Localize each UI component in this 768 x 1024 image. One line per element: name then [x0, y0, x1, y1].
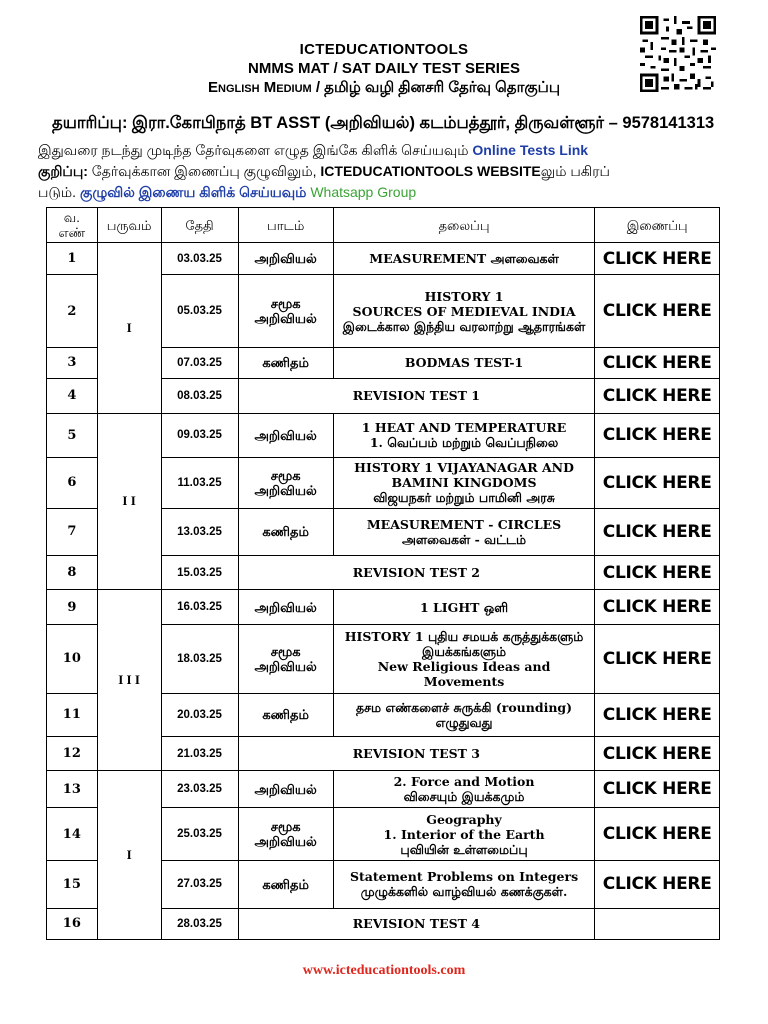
- topic-line: HISTORY 1: [424, 288, 504, 304]
- click-here-link[interactable]: CLICK HERE: [595, 379, 720, 414]
- topic: [238, 555, 595, 590]
- topic: [333, 347, 594, 378]
- test-date: 15.03.25: [161, 555, 238, 590]
- note-line: [38, 163, 610, 182]
- subject: கணிதம்: [238, 347, 333, 378]
- table-row: [47, 243, 720, 275]
- row-number: 14: [47, 808, 98, 861]
- test-date: 11.03.25: [161, 457, 238, 508]
- topic: [333, 694, 594, 737]
- topic-line: முழுக்களில் வாழ்வியல் கணக்குகள்.: [360, 884, 568, 900]
- row-number: 16: [47, 908, 98, 939]
- online-tests-link[interactable]: Online Tests Link: [472, 142, 589, 158]
- term-cell: I I I: [97, 590, 161, 771]
- row-number: 1: [47, 243, 98, 275]
- table-row: [47, 413, 720, 457]
- topic-line: BODMAS TEST-1: [404, 355, 524, 371]
- topic-line: HISTORY 1 VIJAYANAGAR AND BAMINI KINGDOMS: [354, 460, 574, 491]
- row-number: 5: [47, 413, 98, 457]
- test-date: 20.03.25: [161, 694, 238, 737]
- subject: அறிவியல்: [238, 590, 333, 625]
- row-number: 7: [47, 508, 98, 555]
- row-number: 3: [47, 347, 98, 378]
- click-here-link[interactable]: CLICK HERE: [595, 457, 720, 508]
- click-here-link[interactable]: CLICK HERE: [595, 413, 720, 457]
- click-here-link[interactable]: CLICK HERE: [595, 347, 720, 378]
- note-website: ICTEDUCATIONTOOLS WEBSITE: [320, 163, 541, 179]
- subject: கணிதம்: [238, 508, 333, 555]
- col-header-date: தேதி: [161, 208, 238, 243]
- row-number: 10: [47, 624, 98, 693]
- subject: சமூக அறிவியல்: [238, 624, 333, 693]
- test-date: 25.03.25: [161, 808, 238, 861]
- topic: [238, 908, 595, 939]
- topic-line: REVISION TEST 3: [352, 746, 481, 762]
- row-number: 11: [47, 694, 98, 737]
- document-header: [0, 40, 768, 98]
- test-date: 18.03.25: [161, 624, 238, 693]
- table-header-row: [47, 208, 720, 243]
- click-here-link[interactable]: CLICK HERE: [595, 508, 720, 555]
- subject: அறிவியல்: [238, 413, 333, 457]
- test-date: 03.03.25: [161, 243, 238, 275]
- topic: [333, 243, 594, 275]
- click-here-link[interactable]: CLICK HERE: [595, 624, 720, 693]
- test-date: 27.03.25: [161, 861, 238, 908]
- subject: கணிதம்: [238, 694, 333, 737]
- topic-line: REVISION TEST 2: [352, 565, 481, 581]
- click-here-link[interactable]: CLICK HERE: [595, 243, 720, 275]
- topic-line: விஜயநகர் மற்றும் பாமினி அரசு: [373, 490, 555, 506]
- row-number: 15: [47, 861, 98, 908]
- click-here-link[interactable]: CLICK HERE: [595, 808, 720, 861]
- test-date: 07.03.25: [161, 347, 238, 378]
- topic-line: Geography: [426, 811, 502, 827]
- topic-line: தசம எண்களைச் சுருக்கி (rounding) எழுதுவது: [355, 699, 573, 730]
- row-number: 8: [47, 555, 98, 590]
- topic-line: இடைக்கால இந்திய வரலாற்று ஆதாரங்கள்: [342, 318, 586, 334]
- click-here-link[interactable]: CLICK HERE: [595, 555, 720, 590]
- test-date: 28.03.25: [161, 908, 238, 939]
- test-schedule-table: [46, 207, 720, 940]
- topic: [238, 379, 595, 414]
- topic-line: அளவைகள் - வட்டம்: [402, 531, 527, 547]
- topic: [333, 275, 594, 347]
- term-cell: I I: [97, 413, 161, 590]
- whatsapp-text: குழுவில் இணைய கிளிக் செய்யவும்: [79, 184, 307, 200]
- series-title: NMMS MAT / SAT DAILY TEST SERIES: [248, 60, 520, 77]
- click-here-link[interactable]: CLICK HERE: [595, 861, 720, 908]
- topic: [333, 624, 594, 693]
- topic-line: New Religious Ideas and Movements: [377, 658, 551, 689]
- topic-line: 1. Interior of the Earth: [383, 826, 545, 842]
- subject: சமூக அறிவியல்: [238, 275, 333, 347]
- subject: சமூக அறிவியல்: [238, 457, 333, 508]
- whatsapp-group-link[interactable]: Whatsapp Group: [310, 184, 417, 200]
- click-here-link[interactable]: CLICK HERE: [595, 694, 720, 737]
- topic: [333, 457, 594, 508]
- online-tests-text: இதுவரை நடந்து முடிந்த தேர்வுகளை எழுத இங்கே கிளிக் செய்யவும்: [38, 142, 469, 158]
- whatsapp-note: [38, 184, 416, 203]
- row-number: 2: [47, 275, 98, 347]
- topic-line: REVISION TEST 1: [352, 388, 481, 404]
- topic-line: Statement Problems on Integers: [349, 869, 579, 885]
- topic: [333, 771, 594, 808]
- subject: அறிவியல்: [238, 771, 333, 808]
- term-cell: I: [97, 243, 161, 414]
- test-date: 08.03.25: [161, 379, 238, 414]
- test-date: 21.03.25: [161, 736, 238, 771]
- table-row: [47, 771, 720, 808]
- test-date: 23.03.25: [161, 771, 238, 808]
- click-here-link[interactable]: CLICK HERE: [595, 736, 720, 771]
- topic-line: HISTORY 1 புதிய சமயக் கருத்துக்களும் இயக்கங்களும்: [344, 628, 584, 659]
- footer-website[interactable]: www.icteducationtools.com: [302, 963, 466, 978]
- row-number: 6: [47, 457, 98, 508]
- col-header-sno: வ. எண்: [47, 208, 98, 243]
- click-here-link: [595, 908, 720, 939]
- topic-line: REVISION TEST 4: [352, 916, 481, 932]
- site-title: ICTEDUCATIONTOOLS: [299, 41, 469, 58]
- col-header-subject: பாடம்: [238, 208, 333, 243]
- col-header-topic: தலைப்பு: [333, 208, 594, 243]
- medium-title: English Medium / தமிழ் வழி தினசரி தேர்வு தொகுப்பு: [208, 79, 560, 96]
- term-cell: I: [97, 771, 161, 940]
- topic-line: 1. வெப்பம் மற்றும் வெப்பநிலை: [369, 435, 559, 451]
- topic-line: 2. Force and Motion: [393, 774, 535, 790]
- topic: [333, 508, 594, 555]
- note-label: குறிப்பு:: [38, 163, 88, 179]
- row-number: 13: [47, 771, 98, 808]
- test-date: 09.03.25: [161, 413, 238, 457]
- topic: [333, 413, 594, 457]
- online-tests-note: [38, 142, 588, 161]
- topic: [333, 861, 594, 908]
- topic: [238, 736, 595, 771]
- note-text-b: லும் பகிரப்: [540, 163, 610, 179]
- note-text-c: படும்.: [38, 184, 77, 200]
- row-number: 4: [47, 379, 98, 414]
- row-number: 12: [47, 736, 98, 771]
- topic-line: விசையும் இயக்கமும்: [403, 789, 525, 805]
- topic-line: MEASUREMENT - CIRCLES: [366, 516, 562, 532]
- click-here-link[interactable]: CLICK HERE: [595, 590, 720, 625]
- topic-line: MEASUREMENT அளவைகள்: [369, 251, 559, 267]
- table-row: [47, 590, 720, 625]
- click-here-link[interactable]: CLICK HERE: [595, 771, 720, 808]
- test-date: 13.03.25: [161, 508, 238, 555]
- subject: அறிவியல்: [238, 243, 333, 275]
- test-date: 16.03.25: [161, 590, 238, 625]
- topic-line: 1 HEAT AND TEMPERATURE: [361, 420, 567, 436]
- topic-line: SOURCES OF MEDIEVAL INDIA: [352, 303, 576, 319]
- subject: சமூக அறிவியல்: [238, 808, 333, 861]
- click-here-link[interactable]: CLICK HERE: [595, 275, 720, 347]
- col-header-link: இணைப்பு: [595, 208, 720, 243]
- topic: [333, 808, 594, 861]
- preparer-line: தயாரிப்பு: இரா.கோபிநாத் BT ASST (அறிவியல்) கடம்பத்தூர், திருவள்ளூர் – 9578141313: [52, 114, 715, 132]
- col-header-term: பருவம்: [97, 208, 161, 243]
- note-text-a: தேர்வுக்கான இணைப்பு குழுவிலும்,: [91, 163, 317, 179]
- topic: [333, 590, 594, 625]
- topic-line: 1 LIGHT ஒளி: [419, 599, 509, 615]
- topic-line: புவியின் உள்ளமைப்பு: [400, 841, 528, 857]
- test-date: 05.03.25: [161, 275, 238, 347]
- row-number: 9: [47, 590, 98, 625]
- subject: கணிதம்: [238, 861, 333, 908]
